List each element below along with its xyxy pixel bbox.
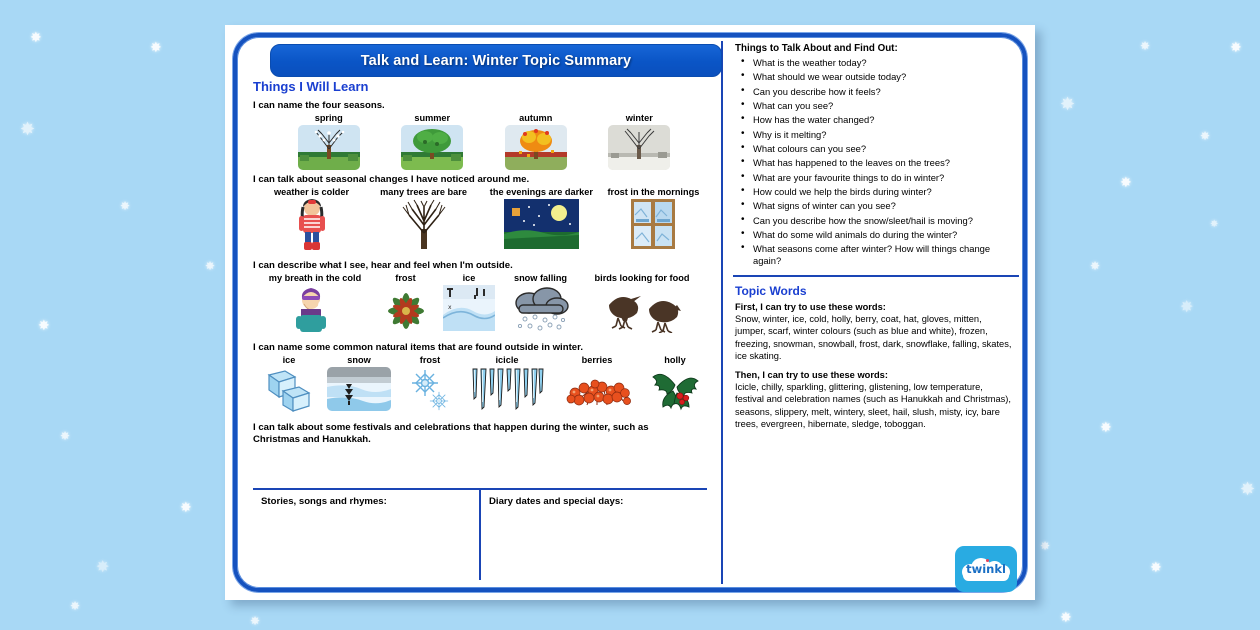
content-columns (241, 41, 1019, 584)
snowflake-sparkle: ✸ (96, 559, 110, 576)
section-divider (733, 275, 1019, 277)
snowflake-sparkle: ✸ (1060, 94, 1076, 114)
season-item-winter (608, 113, 670, 170)
item-label-berries: berries (581, 354, 613, 365)
frosty-window-image (631, 199, 675, 249)
left-column-body (241, 41, 713, 446)
page-title: Talk and Learn: Winter Topic Summary (360, 52, 632, 69)
seasons-picture-row (253, 113, 705, 170)
then-words-lead: Then, I can try to use these words: (735, 370, 888, 381)
spring-tree-image (298, 125, 360, 170)
box-stories-songs-rhymes[interactable] (253, 490, 479, 580)
snowy-field-image (327, 367, 391, 411)
senses-picture-row (253, 273, 705, 338)
item-label-snow: snow (347, 354, 371, 365)
cloud-icon (960, 556, 1012, 582)
page-title-banner (270, 44, 722, 77)
sense-label-frost: frost (395, 272, 416, 283)
night-sky-image (504, 199, 579, 249)
snowflake-sparkle: ✸ (1180, 299, 1194, 316)
change-label-evenings-darker: the evenings are darker (489, 186, 593, 197)
question-item: • What is the weather today? (739, 57, 1015, 69)
snowflake-sparkle: ✸ (1240, 479, 1256, 499)
natural-items-picture-row (253, 355, 705, 418)
sense-item-breath (257, 273, 373, 338)
twinkl-wordmark: twinkl (966, 562, 1006, 576)
item-holly (649, 355, 701, 418)
change-item-frost-mornings (602, 187, 705, 256)
item-label-holly: holly (664, 354, 686, 365)
twinkl-logo (955, 546, 1017, 592)
question-item: • What do some wild animals do during the winter? (739, 229, 1015, 241)
snowflake-sparkle: ✸ (1200, 129, 1211, 143)
season-label-winter: winter (625, 112, 653, 123)
ice-cubes-image (265, 367, 313, 413)
question-item: • How has the water changed? (739, 114, 1015, 126)
snowflake-sparkle: ✸ (1150, 559, 1162, 575)
season-label-summer: summer (414, 112, 451, 123)
season-label-autumn: autumn (519, 112, 553, 123)
snowflake-sparkle: ✸ (1140, 39, 1151, 53)
item-berries (559, 355, 635, 418)
questions-list (733, 57, 1019, 267)
snowflake-sparkle: ✸ (1090, 259, 1101, 273)
change-label-weather-colder: weather is colder (274, 186, 350, 197)
svg-text:x: x (448, 303, 452, 311)
question-item: • What are your favourite things to do in winter? (739, 172, 1015, 184)
snowflake-sparkle: ✸ (20, 119, 36, 139)
snowflake-sparkle: ✸ (180, 499, 192, 515)
icy-path-image (443, 285, 495, 331)
question-item: • What colours can you see? (739, 143, 1015, 155)
question-item: • Why is it melting? (739, 129, 1015, 141)
snowflake-sparkle: ✸ (1210, 219, 1219, 230)
bare-tree-image (393, 199, 455, 251)
snowflake-sparkle: ✸ (38, 317, 50, 333)
bottom-boxes (253, 488, 707, 580)
snowflake-sparkle: ✸ (60, 429, 71, 443)
snowflake-sparkle: ✸ (30, 29, 42, 45)
snowflake-sparkle: ✸ (205, 259, 216, 273)
statement-senses: I can describe what I see, hear and feel when I'm outside. (253, 259, 513, 271)
holly-leaves-image (649, 367, 701, 413)
snowflake-sparkle: ✸ (150, 39, 162, 55)
box-stories-label: Stories, songs and rhymes: (261, 496, 387, 507)
then-words-body: Icicle, chilly, sparkling, glittering, glistening, low temperature, festival and celebration names (such as Hanukkah and Christmas), seasons, slippery, melt, wintery, sleet, hail, slush, misty, icy, bare trees, evergreen, hibernate, sledge, toboggan. (735, 382, 1011, 429)
snowflake-sparkle: ✸ (70, 599, 81, 613)
icicles-image (469, 367, 545, 413)
question-item: • What signs of winter can you see? (739, 200, 1015, 212)
season-item-autumn (505, 113, 567, 170)
sense-item-birds (581, 273, 703, 338)
statement-festivals: I can talk about some festivals and celebrations that happen during the winter, such as Christmas and Hanukkah. (253, 421, 649, 445)
red-berries-image (559, 367, 635, 413)
box-diary-label: Diary dates and special days: (489, 496, 624, 507)
item-icicle (469, 355, 545, 418)
statement-seasons: I can name the four seasons. (253, 100, 385, 111)
statement-seasonal-changes: I can talk about seasonal changes I have noticed around me. (253, 173, 530, 185)
worksheet-page (225, 25, 1035, 600)
snowflake-sparkle: ✸ (1230, 39, 1242, 55)
child-breath-image (293, 285, 337, 333)
two-birds-image (603, 285, 681, 333)
item-label-icicle: icicle (495, 354, 519, 365)
child-in-coat-image (295, 199, 329, 251)
item-label-frost: frost (419, 354, 441, 365)
sense-label-snow-falling: snow falling (513, 272, 568, 283)
twinkl-dot (986, 559, 989, 562)
snowflake-sparkle: ✸ (1060, 609, 1072, 625)
question-item: • How could we help the birds during winter? (739, 186, 1015, 198)
sense-item-frost (375, 273, 437, 338)
question-item: • Can you describe how it feels? (739, 86, 1015, 98)
sense-item-ice (438, 273, 500, 338)
section-heading-things-i-will-learn: Things I Will Learn (253, 79, 369, 94)
snowflake-sparkle: ✸ (250, 614, 261, 628)
sense-label-birds: birds looking for food (594, 272, 690, 283)
first-words-body: Snow, winter, ice, cold, holly, berry, coat, hat, gloves, mitten, jumper, scarf, winter colours (such as blue and white), frozen, freezing, snowman, snowball, frost, dark, snowflake, falling, skates, ice skating. (735, 313, 1012, 361)
change-item-evenings-darker (481, 187, 602, 256)
seasonal-changes-picture-row (253, 187, 705, 256)
topic-words-heading: Topic Words (735, 283, 807, 298)
question-item: • What should we wear outside today? (739, 71, 1015, 83)
item-ice (265, 355, 313, 418)
change-label-trees-bare: many trees are bare (380, 186, 467, 197)
left-column (241, 41, 713, 584)
statement-natural-items: I can name some common natural items that are found outside in winter. (253, 341, 583, 353)
item-snow (327, 355, 391, 418)
box-diary-dates[interactable] (479, 490, 707, 580)
item-frost (405, 355, 455, 418)
right-column (721, 41, 1019, 584)
winter-tree-image (608, 125, 670, 170)
autumn-tree-image (505, 125, 567, 170)
sense-label-ice: ice (462, 272, 476, 283)
question-item: • Can you describe how the snow/sleet/hail is moving? (739, 215, 1015, 227)
snowflake-sparkle: ✸ (1100, 419, 1112, 435)
snowflake-sparkle: ✸ (1120, 174, 1132, 190)
change-item-weather-colder (257, 187, 366, 256)
season-item-summer (401, 113, 463, 170)
snow-cloud-image (511, 285, 571, 333)
change-item-trees-bare (366, 187, 481, 256)
snowflake-sparkle: ✸ (120, 199, 131, 213)
question-item: • What can you see? (739, 100, 1015, 112)
sense-label-breath: my breath in the cold (268, 272, 362, 283)
sense-item-snow-falling (502, 273, 580, 338)
season-item-spring (298, 113, 360, 170)
summer-tree-image (401, 125, 463, 170)
item-label-ice: ice (282, 354, 296, 365)
question-item: • What seasons come after winter? How will things change again? (739, 243, 1015, 267)
frosted-leaves-image (384, 285, 428, 333)
questions-heading: Things to Talk About and Find Out: (735, 43, 898, 54)
first-words-lead: First, I can try to use these words: (735, 301, 886, 312)
snowflakes-image (405, 367, 455, 413)
question-item: • What has happened to the leaves on the trees? (739, 157, 1015, 169)
change-label-frost-mornings: frost in the mornings (607, 186, 700, 197)
season-label-spring: spring (314, 112, 343, 123)
snowflake-sparkle: ✸ (1040, 539, 1051, 553)
